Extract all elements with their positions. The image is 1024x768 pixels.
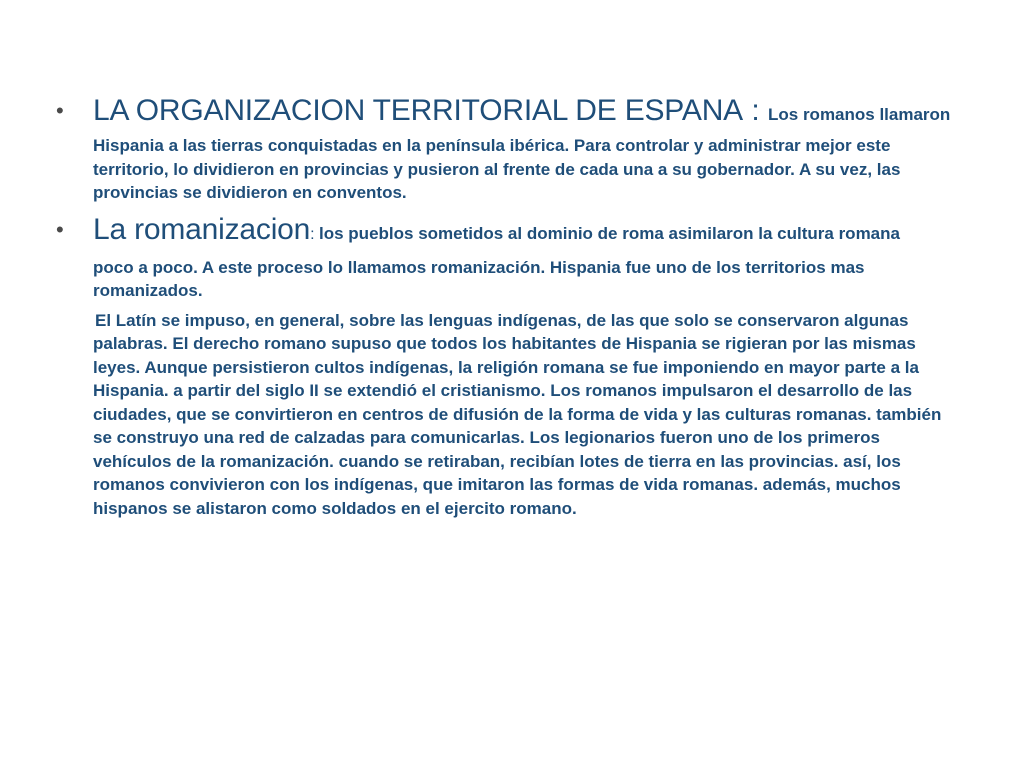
bullet-text-romanizacion: [93, 211, 960, 303]
romanizacion-text-rest: poco a poco. A este proceso lo llamamos romanización. Hispania fue uno de los territorios mas romanizados.: [93, 257, 865, 300]
heading-romanizacion: La romanizacion: [93, 212, 311, 246]
bullet-text-organizacion: [93, 92, 960, 205]
bullet-icon: •: [56, 98, 64, 123]
heading-organizacion: LA ORGANIZACION TERRITORIAL DE ESPANA: [93, 94, 743, 127]
organizacion-text: Los romanos llamaron Hispania a las tierras conquistadas en la península ibérica. Para controlar y administrar mejor este territorio, lo dividieron en provincias y pusieron al frente de cada una a su gobernador. A su vez, las provincias se dividieron en conventos.: [93, 105, 951, 202]
paragraph-latin: El Latín se impuso, en general, sobre las lenguas indígenas, de las que solo se conservaron algunas palabras. El derecho romano supuso que todos los habitantes de Hispania se rigieran por las mismas leyes. Aunque persistieron cultos indígenas, la religión romana se fue imponiendo en mayor parte a la Hispania. a partir del siglo II se extendió el cristianismo. Los romanos impulsaron el desarrollo de las ciudades, que se convirtieron en centros de difusión de la forma de vida y las culturas romanas. también se construyo una red de calzadas para comunicarlas. Los legionarios fueron uno de los primeros vehículos de la romanización. cuando se retiraban, recibían lotes de tierra en las provincias. así, los romanos convivieron con los indígenas, que imitaron las formas de vida romanas. además, muchos hispanos se alistaron como soldados en el ejercito romano.: [93, 310, 942, 518]
romanizacion-text-first: los pueblos sometidos al dominio de roma asimilaron la cultura romana: [319, 223, 900, 243]
slide-content: [56, 92, 960, 520]
heading-separator: :: [310, 225, 320, 243]
bullet-item-organizacion: [56, 92, 960, 205]
bullet-icon: •: [56, 216, 64, 242]
bullet-item-romanizacion: [56, 211, 960, 303]
heading-separator: :: [742, 94, 768, 127]
